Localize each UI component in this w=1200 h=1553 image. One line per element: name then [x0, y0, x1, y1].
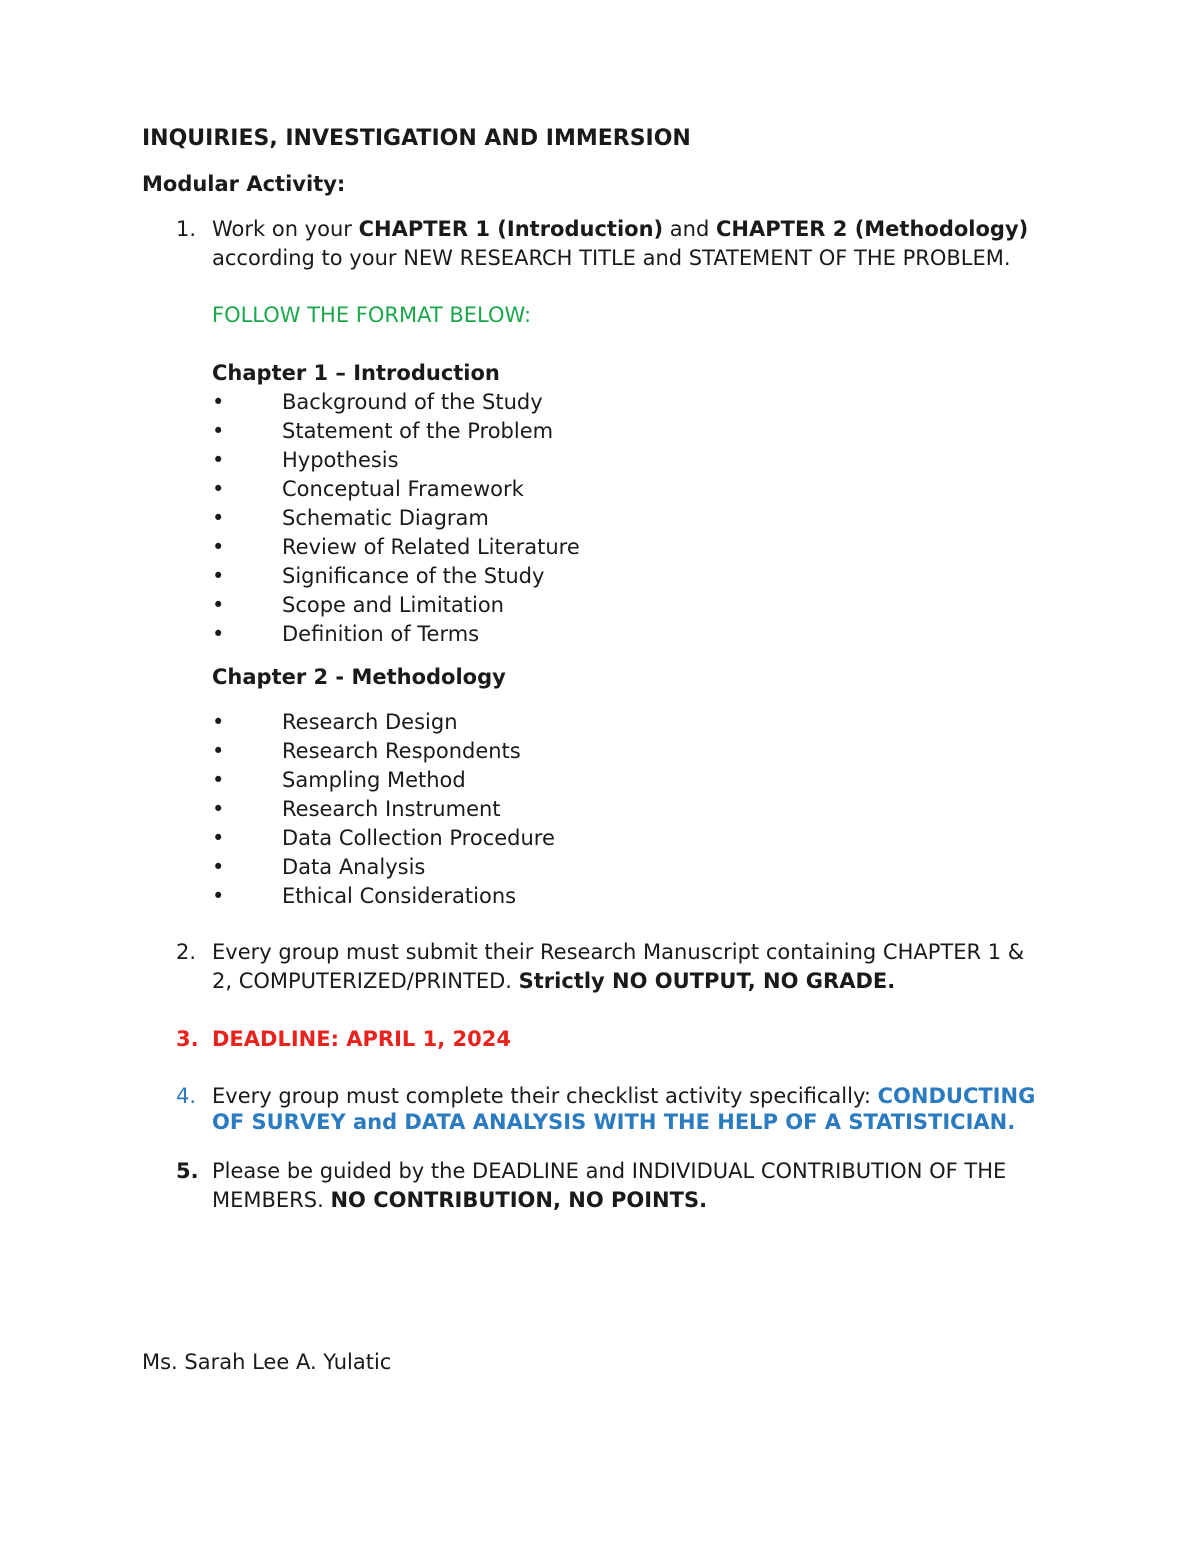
bullet: • [212, 826, 225, 850]
deadline-text: DEADLINE: APRIL 1, 2024 [212, 1027, 511, 1051]
bullet: • [212, 564, 225, 588]
bullet: • [212, 419, 225, 443]
item-1-chapter-2: CHAPTER 2 (Methodology) [715, 217, 1029, 241]
item-5-line-2 [212, 1186, 707, 1215]
bullet: • [212, 535, 225, 559]
item-4-emphasis: CONDUCTING [877, 1084, 1036, 1108]
list-item [212, 446, 580, 475]
list-item [212, 853, 555, 882]
chapter-2-heading: Chapter 2 - Methodology [212, 665, 506, 689]
item-1-number: 1. [176, 217, 197, 241]
list-item [212, 708, 555, 737]
list-item-text: Research Design [282, 710, 458, 734]
bullet: • [212, 884, 225, 908]
item-1-and: and [663, 217, 716, 241]
item-2-number: 2. [176, 940, 197, 964]
list-item [212, 504, 580, 533]
chapter-1-list [212, 388, 580, 649]
item-4-number: 4. [176, 1084, 197, 1108]
list-item [212, 591, 580, 620]
item-5-plain: MEMBERS. [212, 1188, 331, 1212]
item-2-plain: 2, COMPUTERIZED/PRINTED. [212, 969, 519, 993]
teacher-name: Ms. Sarah Lee A. Yulatic [142, 1350, 392, 1374]
list-item-text: Research Respondents [282, 739, 521, 763]
list-item-text: Scope and Limitation [282, 593, 504, 617]
chapter-2-list [212, 708, 555, 911]
bullet: • [212, 390, 225, 414]
list-item [212, 620, 580, 649]
item-5-emphasis: NO CONTRIBUTION, NO POINTS. [330, 1188, 708, 1212]
format-note: FOLLOW THE FORMAT BELOW: [212, 303, 532, 327]
list-item-text: Sampling Method [282, 768, 466, 792]
item-1-chapter-1: CHAPTER 1 (Introduction) [358, 217, 664, 241]
list-item-text: Conceptual Framework [282, 477, 524, 501]
list-item [212, 562, 580, 591]
item-2-emphasis: Strictly NO OUTPUT, NO GRADE. [518, 969, 896, 993]
bullet: • [212, 477, 225, 501]
item-1-line-2: according to your NEW RESEARCH TITLE and STATEMENT OF THE PROBLEM. [212, 246, 1011, 270]
item-4-line-2: OF SURVEY and DATA ANALYSIS WITH THE HELP OF A STATISTICIAN. [212, 1110, 1016, 1134]
list-item [212, 766, 555, 795]
list-item [212, 824, 555, 853]
item-3-number: 3. [176, 1027, 199, 1051]
item-1-line-1 [212, 215, 1028, 244]
item-4-line-1 [212, 1082, 1035, 1111]
bullet: • [212, 593, 225, 617]
list-item-text: Significance of the Study [282, 564, 545, 588]
list-item-text: Data Analysis [282, 855, 426, 879]
bullet: • [212, 710, 225, 734]
item-1-text: Work on your [212, 217, 359, 241]
bullet: • [212, 506, 225, 530]
item-4-plain: Every group must complete their checklist activity specifically: [212, 1084, 878, 1108]
bullet: • [212, 448, 225, 472]
list-item-text: Ethical Considerations [282, 884, 517, 908]
item-2-line-1: Every group must submit their Research Manuscript containing CHAPTER 1 & [212, 940, 1025, 964]
bullet: • [212, 855, 225, 879]
bullet: • [212, 622, 225, 646]
list-item [212, 795, 555, 824]
bullet: • [212, 768, 225, 792]
list-item-text: Definition of Terms [282, 622, 480, 646]
bullet: • [212, 797, 225, 821]
item-5-line-1: Please be guided by the DEADLINE and INDIVIDUAL CONTRIBUTION OF THE [212, 1159, 1007, 1183]
list-item-text: Statement of the Problem [282, 419, 554, 443]
list-item-text: Review of Related Literature [282, 535, 580, 559]
document-title: INQUIRIES, INVESTIGATION AND IMMERSION [142, 126, 691, 151]
document-subtitle: Modular Activity: [142, 172, 346, 196]
list-item-text: Background of the Study [282, 390, 543, 414]
list-item [212, 417, 580, 446]
list-item [212, 388, 580, 417]
list-item-text: Data Collection Procedure [282, 826, 555, 850]
list-item [212, 533, 580, 562]
bullet: • [212, 739, 225, 763]
list-item [212, 882, 555, 911]
chapter-1-heading: Chapter 1 – Introduction [212, 361, 500, 385]
list-item-text: Hypothesis [282, 448, 399, 472]
list-item [212, 475, 580, 504]
item-2-line-2 [212, 967, 895, 996]
list-item [212, 737, 555, 766]
list-item-text: Schematic Diagram [282, 506, 489, 530]
list-item-text: Research Instrument [282, 797, 501, 821]
item-5-number: 5. [176, 1159, 199, 1183]
